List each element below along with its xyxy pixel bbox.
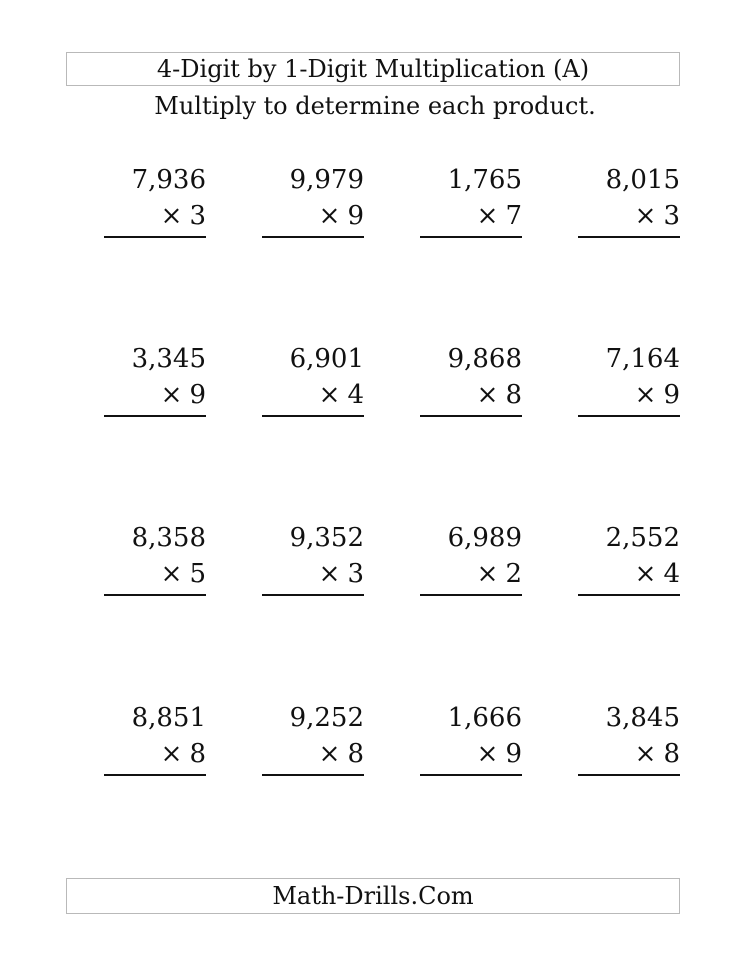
answer-line (262, 774, 364, 776)
multiplicand: 2,552 (605, 523, 680, 553)
multiplier-line (161, 558, 206, 590)
multiplier-line (635, 379, 680, 411)
multiplier: 8 (663, 739, 680, 769)
problem (104, 702, 206, 780)
answer-line (104, 594, 206, 596)
answer-line (420, 415, 522, 417)
problem (420, 522, 522, 600)
multiplier: 9 (663, 380, 680, 410)
multiplicand: 9,252 (289, 703, 364, 733)
problem (420, 164, 522, 242)
answer-line (578, 774, 680, 776)
answer-line (104, 774, 206, 776)
multiplier-line (319, 379, 364, 411)
multiplier-line (477, 558, 522, 590)
answer-line (262, 236, 364, 238)
multiplier: 3 (189, 201, 206, 231)
multiplier-line (161, 200, 206, 232)
times-sign: × (634, 380, 657, 410)
multiplier: 9 (189, 380, 206, 410)
multiplier: 2 (505, 559, 522, 589)
multiplier: 4 (663, 559, 680, 589)
times-sign: × (634, 559, 657, 589)
multiplier-line (635, 200, 680, 232)
times-sign: × (318, 201, 341, 231)
multiplier: 3 (347, 559, 364, 589)
multiplicand: 6,901 (289, 344, 364, 374)
answer-line (420, 774, 522, 776)
problem (578, 343, 680, 421)
multiplicand: 7,164 (605, 344, 680, 374)
times-sign: × (160, 559, 183, 589)
multiplicand: 9,979 (289, 165, 364, 195)
answer-line (104, 415, 206, 417)
problem (262, 164, 364, 242)
problem (262, 522, 364, 600)
multiplier: 8 (347, 739, 364, 769)
problem (262, 702, 364, 780)
multiplier-line (319, 738, 364, 770)
times-sign: × (160, 201, 183, 231)
problem (578, 522, 680, 600)
answer-line (104, 236, 206, 238)
answer-line (420, 236, 522, 238)
multiplicand: 1,666 (447, 703, 522, 733)
times-sign: × (634, 739, 657, 769)
answer-line (420, 594, 522, 596)
multiplier: 4 (347, 380, 364, 410)
times-sign: × (634, 201, 657, 231)
multiplier-line (477, 379, 522, 411)
multiplicand: 3,345 (131, 344, 206, 374)
multiplicand: 3,845 (605, 703, 680, 733)
multiplier: 5 (189, 559, 206, 589)
multiplicand: 9,868 (447, 344, 522, 374)
multiplier: 9 (505, 739, 522, 769)
problem (104, 164, 206, 242)
multiplicand: 8,358 (131, 523, 206, 553)
multiplier: 3 (663, 201, 680, 231)
multiplier: 9 (347, 201, 364, 231)
multiplier-line (161, 379, 206, 411)
times-sign: × (160, 739, 183, 769)
multiplier-line (635, 558, 680, 590)
problem (104, 343, 206, 421)
multiplier-line (319, 558, 364, 590)
answer-line (578, 236, 680, 238)
times-sign: × (318, 380, 341, 410)
times-sign: × (318, 559, 341, 589)
multiplicand: 9,352 (289, 523, 364, 553)
multiplicand: 7,936 (131, 165, 206, 195)
multiplicand: 8,851 (131, 703, 206, 733)
multiplier-line (477, 200, 522, 232)
problem (104, 522, 206, 600)
problem (420, 702, 522, 780)
answer-line (262, 594, 364, 596)
times-sign: × (476, 559, 499, 589)
multiplier-line (161, 738, 206, 770)
answer-line (578, 594, 680, 596)
times-sign: × (476, 739, 499, 769)
multiplicand: 1,765 (447, 165, 522, 195)
problem (578, 702, 680, 780)
times-sign: × (160, 380, 183, 410)
answer-line (262, 415, 364, 417)
times-sign: × (476, 201, 499, 231)
multiplier: 8 (189, 739, 206, 769)
times-sign: × (476, 380, 499, 410)
multiplier-line (319, 200, 364, 232)
multiplicand: 6,989 (447, 523, 522, 553)
problem (578, 164, 680, 242)
problem (420, 343, 522, 421)
multiplier-line (635, 738, 680, 770)
multiplier: 8 (505, 380, 522, 410)
footer-site-name: Math-Drills.Com (66, 878, 680, 914)
multiplier: 7 (505, 201, 522, 231)
answer-line (578, 415, 680, 417)
multiplicand: 8,015 (605, 165, 680, 195)
times-sign: × (318, 739, 341, 769)
worksheet-instructions: Multiply to determine each product. (154, 92, 596, 120)
worksheet-title: 4-Digit by 1-Digit Multiplication (A) (66, 52, 680, 86)
problem (262, 343, 364, 421)
multiplier-line (477, 738, 522, 770)
